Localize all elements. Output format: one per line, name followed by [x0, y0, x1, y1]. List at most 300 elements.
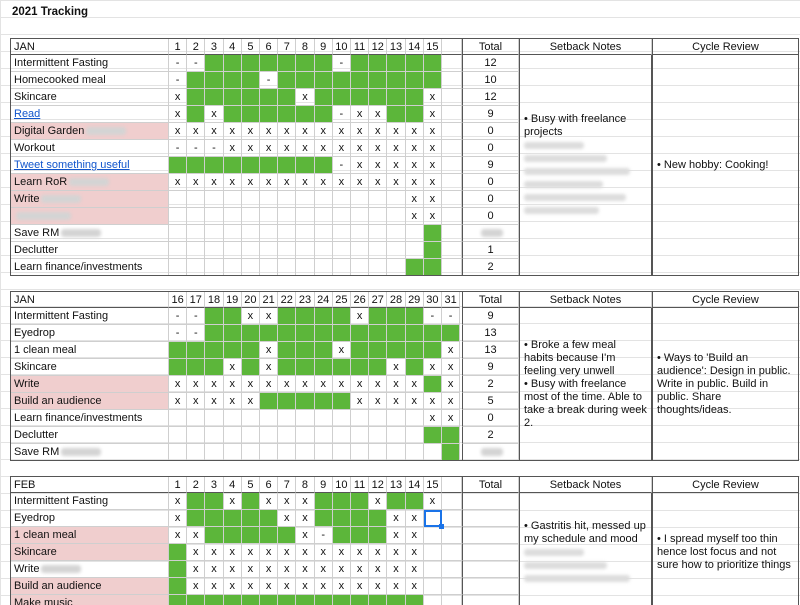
day-cell-mark[interactable]: x: [387, 561, 405, 578]
day-cell[interactable]: [369, 225, 387, 242]
day-cell-done[interactable]: [387, 55, 405, 72]
day-cell-done[interactable]: [387, 72, 405, 89]
total-cell[interactable]: 9: [462, 359, 519, 376]
day-cell-done[interactable]: [296, 72, 314, 89]
day-cell-mark[interactable]: x: [369, 140, 387, 157]
day-cell-mark[interactable]: -: [424, 308, 442, 325]
day-cell-done[interactable]: [424, 342, 442, 359]
day-cell[interactable]: [205, 427, 223, 444]
day-cell-mark[interactable]: x: [315, 174, 333, 191]
day-cell-done[interactable]: [260, 106, 278, 123]
day-cell[interactable]: [169, 242, 187, 259]
day-cell-mark[interactable]: -: [260, 72, 278, 89]
day-cell-mark[interactable]: -: [315, 527, 333, 544]
day-cell-done[interactable]: [351, 72, 369, 89]
day-cell-mark[interactable]: x: [296, 561, 314, 578]
day-cell[interactable]: [224, 225, 242, 242]
day-cell-mark[interactable]: x: [424, 123, 442, 140]
total-cell[interactable]: [462, 595, 519, 605]
day-cell-done[interactable]: [424, 376, 442, 393]
day-cell-done[interactable]: [315, 72, 333, 89]
day-cell-done[interactable]: [187, 72, 205, 89]
day-cell-mark[interactable]: x: [296, 578, 314, 595]
day-cell-done[interactable]: [278, 325, 296, 342]
day-cell-mark[interactable]: x: [242, 174, 260, 191]
day-cell-done[interactable]: [260, 325, 278, 342]
total-cell[interactable]: 0: [462, 123, 519, 140]
day-cell-mark[interactable]: x: [169, 393, 187, 410]
day-cell[interactable]: [296, 427, 314, 444]
task-link[interactable]: [10, 106, 169, 123]
day-cell-mark[interactable]: x: [406, 191, 424, 208]
day-cell[interactable]: [224, 259, 242, 276]
day-cell[interactable]: [260, 444, 278, 461]
day-cell-done[interactable]: [424, 427, 442, 444]
cycle-review[interactable]: [652, 308, 799, 461]
day-cell-mark[interactable]: x: [224, 393, 242, 410]
day-cell-mark[interactable]: x: [278, 561, 296, 578]
day-cell[interactable]: [406, 410, 424, 427]
day-cell-mark[interactable]: -: [205, 140, 223, 157]
day-cell-mark[interactable]: x: [242, 376, 260, 393]
day-cell[interactable]: [169, 225, 187, 242]
day-cell[interactable]: [187, 410, 205, 427]
day-cell-mark[interactable]: x: [278, 140, 296, 157]
day-cell[interactable]: [333, 225, 351, 242]
day-cell-mark[interactable]: x: [296, 527, 314, 544]
day-cell-mark[interactable]: x: [296, 89, 314, 106]
day-cell-done[interactable]: [224, 595, 242, 605]
day-cell[interactable]: [187, 208, 205, 225]
day-cell[interactable]: [187, 225, 205, 242]
day-cell-mark[interactable]: x: [224, 376, 242, 393]
day-cell-mark[interactable]: x: [224, 174, 242, 191]
day-cell-done[interactable]: [315, 493, 333, 510]
day-cell-done[interactable]: [242, 595, 260, 605]
day-cell-mark[interactable]: x: [278, 493, 296, 510]
day-cell-done[interactable]: [224, 510, 242, 527]
day-cell[interactable]: [315, 410, 333, 427]
day-cell-done[interactable]: [187, 89, 205, 106]
day-cell-mark[interactable]: x: [424, 393, 442, 410]
day-cell[interactable]: [424, 527, 442, 544]
day-cell[interactable]: [351, 259, 369, 276]
day-cell-mark[interactable]: x: [406, 561, 424, 578]
day-cell-done[interactable]: [369, 359, 387, 376]
day-cell[interactable]: [224, 208, 242, 225]
day-cell[interactable]: [315, 225, 333, 242]
day-cell-done[interactable]: [169, 157, 187, 174]
day-cell-mark[interactable]: x: [169, 376, 187, 393]
day-cell-done[interactable]: [205, 157, 223, 174]
day-cell-mark[interactable]: x: [224, 359, 242, 376]
day-cell-mark[interactable]: x: [169, 493, 187, 510]
day-cell-done[interactable]: [406, 325, 424, 342]
day-cell-mark[interactable]: -: [333, 106, 351, 123]
day-cell[interactable]: [242, 225, 260, 242]
day-cell-done[interactable]: [169, 561, 187, 578]
day-cell-done[interactable]: [296, 342, 314, 359]
day-cell-mark[interactable]: x: [205, 376, 223, 393]
day-cell-mark[interactable]: x: [278, 174, 296, 191]
day-cell-done[interactable]: [369, 72, 387, 89]
day-cell-done[interactable]: [406, 106, 424, 123]
day-cell-done[interactable]: [296, 55, 314, 72]
day-cell-mark[interactable]: x: [406, 174, 424, 191]
day-cell-mark[interactable]: x: [406, 123, 424, 140]
day-cell-done[interactable]: [242, 359, 260, 376]
day-cell-mark[interactable]: x: [406, 544, 424, 561]
day-cell-mark[interactable]: x: [424, 191, 442, 208]
day-cell-mark[interactable]: x: [351, 561, 369, 578]
total-cell[interactable]: 12: [462, 55, 519, 72]
day-cell-done[interactable]: [187, 359, 205, 376]
day-cell-done[interactable]: [387, 325, 405, 342]
day-cell[interactable]: [387, 444, 405, 461]
day-cell-mark[interactable]: -: [333, 157, 351, 174]
day-cell[interactable]: [205, 259, 223, 276]
day-cell-done[interactable]: [315, 308, 333, 325]
day-cell[interactable]: [224, 242, 242, 259]
day-cell[interactable]: [369, 427, 387, 444]
day-cell-mark[interactable]: x: [205, 393, 223, 410]
day-cell-done[interactable]: [442, 444, 460, 461]
day-cell-mark[interactable]: x: [387, 376, 405, 393]
day-cell[interactable]: [296, 259, 314, 276]
day-cell-done[interactable]: [406, 342, 424, 359]
day-cell-done[interactable]: [369, 308, 387, 325]
day-cell-mark[interactable]: x: [333, 578, 351, 595]
day-cell-mark[interactable]: x: [187, 174, 205, 191]
total-cell[interactable]: [462, 493, 519, 510]
day-cell-done[interactable]: [369, 55, 387, 72]
day-cell-done[interactable]: [406, 493, 424, 510]
day-cell[interactable]: [242, 191, 260, 208]
day-cell-done[interactable]: [296, 359, 314, 376]
day-cell-done[interactable]: [242, 493, 260, 510]
day-cell-mark[interactable]: x: [333, 123, 351, 140]
day-cell[interactable]: [369, 410, 387, 427]
day-cell-mark[interactable]: x: [242, 544, 260, 561]
day-cell[interactable]: [242, 242, 260, 259]
day-cell-mark[interactable]: x: [424, 174, 442, 191]
day-cell-done[interactable]: [387, 89, 405, 106]
day-cell-done[interactable]: [406, 55, 424, 72]
day-cell-done[interactable]: [406, 595, 424, 605]
day-cell[interactable]: [278, 259, 296, 276]
day-cell-mark[interactable]: x: [387, 527, 405, 544]
day-cell-mark[interactable]: x: [187, 123, 205, 140]
day-cell-done[interactable]: [242, 72, 260, 89]
day-cell-done[interactable]: [296, 106, 314, 123]
day-cell-mark[interactable]: x: [278, 544, 296, 561]
day-cell-mark[interactable]: x: [187, 393, 205, 410]
day-cell-mark[interactable]: x: [187, 578, 205, 595]
day-cell-mark[interactable]: x: [205, 123, 223, 140]
day-cell[interactable]: [278, 225, 296, 242]
day-cell-done[interactable]: [205, 359, 223, 376]
total-cell[interactable]: 12: [462, 89, 519, 106]
day-cell-mark[interactable]: x: [406, 510, 424, 527]
day-cell-mark[interactable]: -: [169, 55, 187, 72]
total-cell[interactable]: [462, 444, 519, 461]
day-cell[interactable]: [351, 410, 369, 427]
day-cell-mark[interactable]: -: [169, 140, 187, 157]
day-cell-done[interactable]: [315, 106, 333, 123]
day-cell-done[interactable]: [187, 106, 205, 123]
day-cell-done[interactable]: [369, 325, 387, 342]
day-cell-mark[interactable]: x: [224, 140, 242, 157]
day-cell[interactable]: [224, 427, 242, 444]
day-cell-done[interactable]: [205, 510, 223, 527]
total-cell[interactable]: [462, 510, 519, 527]
day-cell-done[interactable]: [442, 427, 460, 444]
day-cell-done[interactable]: [369, 595, 387, 605]
day-cell-done[interactable]: [278, 527, 296, 544]
day-cell-done[interactable]: [205, 493, 223, 510]
total-cell[interactable]: [462, 578, 519, 595]
day-cell-done[interactable]: [315, 342, 333, 359]
day-cell-done[interactable]: [387, 493, 405, 510]
day-cell-done[interactable]: [296, 595, 314, 605]
day-cell-done[interactable]: [315, 89, 333, 106]
day-cell-mark[interactable]: x: [406, 208, 424, 225]
day-cell-done[interactable]: [242, 55, 260, 72]
day-cell-mark[interactable]: -: [169, 308, 187, 325]
day-cell[interactable]: [387, 225, 405, 242]
day-cell-mark[interactable]: x: [442, 359, 460, 376]
day-cell-mark[interactable]: x: [333, 544, 351, 561]
day-cell-done[interactable]: [406, 72, 424, 89]
day-cell-mark[interactable]: x: [315, 544, 333, 561]
day-cell-mark[interactable]: x: [387, 123, 405, 140]
day-cell-mark[interactable]: x: [424, 106, 442, 123]
day-cell-mark[interactable]: x: [442, 376, 460, 393]
total-cell[interactable]: 2: [462, 376, 519, 393]
day-cell-done[interactable]: [333, 393, 351, 410]
day-cell-done[interactable]: [169, 342, 187, 359]
day-cell[interactable]: [387, 242, 405, 259]
day-cell[interactable]: [260, 242, 278, 259]
day-cell-done[interactable]: [169, 359, 187, 376]
day-cell[interactable]: [369, 208, 387, 225]
day-cell[interactable]: [351, 427, 369, 444]
day-cell-done[interactable]: [278, 342, 296, 359]
day-cell-done[interactable]: [333, 493, 351, 510]
day-cell-mark[interactable]: x: [260, 174, 278, 191]
day-cell[interactable]: [296, 444, 314, 461]
day-cell-mark[interactable]: x: [296, 510, 314, 527]
day-cell-mark[interactable]: x: [278, 123, 296, 140]
day-cell-mark[interactable]: x: [351, 308, 369, 325]
day-cell-done[interactable]: [442, 325, 460, 342]
day-cell-mark[interactable]: -: [169, 325, 187, 342]
day-cell-mark[interactable]: x: [224, 493, 242, 510]
day-cell-done[interactable]: [205, 342, 223, 359]
day-cell-mark[interactable]: x: [242, 561, 260, 578]
day-cell-done[interactable]: [224, 55, 242, 72]
day-cell-mark[interactable]: x: [260, 342, 278, 359]
day-cell[interactable]: [187, 444, 205, 461]
day-cell[interactable]: [187, 191, 205, 208]
cycle-review[interactable]: [652, 55, 799, 276]
day-cell[interactable]: [296, 225, 314, 242]
day-cell[interactable]: [169, 191, 187, 208]
day-cell-mark[interactable]: x: [260, 578, 278, 595]
day-cell-done[interactable]: [242, 342, 260, 359]
day-cell-mark[interactable]: x: [369, 561, 387, 578]
day-cell[interactable]: [424, 595, 442, 605]
day-cell-done[interactable]: [205, 55, 223, 72]
day-cell-mark[interactable]: x: [369, 493, 387, 510]
day-cell-mark[interactable]: x: [424, 89, 442, 106]
day-cell[interactable]: [169, 410, 187, 427]
day-cell-done[interactable]: [387, 308, 405, 325]
day-cell-mark[interactable]: x: [333, 561, 351, 578]
day-cell-done[interactable]: [424, 259, 442, 276]
day-cell-done[interactable]: [424, 225, 442, 242]
day-cell[interactable]: [187, 242, 205, 259]
day-cell[interactable]: [424, 444, 442, 461]
day-cell[interactable]: [387, 427, 405, 444]
day-cell-done[interactable]: [242, 157, 260, 174]
day-cell-mark[interactable]: x: [260, 544, 278, 561]
day-cell-mark[interactable]: x: [315, 376, 333, 393]
total-cell[interactable]: 0: [462, 191, 519, 208]
day-cell-done[interactable]: [242, 106, 260, 123]
day-cell-done[interactable]: [205, 89, 223, 106]
day-cell[interactable]: [387, 191, 405, 208]
day-cell-done[interactable]: [260, 595, 278, 605]
day-cell-mark[interactable]: x: [406, 140, 424, 157]
day-cell-mark[interactable]: x: [169, 510, 187, 527]
day-cell-done[interactable]: [424, 72, 442, 89]
total-cell[interactable]: 9: [462, 308, 519, 325]
day-cell-done[interactable]: [278, 106, 296, 123]
day-cell-done[interactable]: [315, 393, 333, 410]
fill-handle[interactable]: [439, 524, 444, 529]
day-cell-done[interactable]: [187, 157, 205, 174]
day-cell-mark[interactable]: x: [260, 308, 278, 325]
day-cell-done[interactable]: [315, 55, 333, 72]
day-cell-done[interactable]: [351, 325, 369, 342]
day-cell-mark[interactable]: x: [351, 376, 369, 393]
total-cell[interactable]: 0: [462, 140, 519, 157]
day-cell[interactable]: [278, 410, 296, 427]
day-cell-done[interactable]: [242, 527, 260, 544]
day-cell-mark[interactable]: x: [205, 174, 223, 191]
day-cell-mark[interactable]: x: [369, 123, 387, 140]
day-cell-done[interactable]: [333, 527, 351, 544]
day-cell-mark[interactable]: x: [278, 510, 296, 527]
day-cell-mark[interactable]: x: [406, 393, 424, 410]
day-cell[interactable]: [205, 410, 223, 427]
day-cell[interactable]: [278, 208, 296, 225]
day-cell-done[interactable]: [187, 510, 205, 527]
day-cell[interactable]: [187, 259, 205, 276]
day-cell[interactable]: [169, 208, 187, 225]
day-cell-mark[interactable]: x: [278, 578, 296, 595]
day-cell-mark[interactable]: x: [315, 123, 333, 140]
day-cell-mark[interactable]: x: [351, 157, 369, 174]
day-cell-done[interactable]: [387, 106, 405, 123]
day-cell-done[interactable]: [333, 510, 351, 527]
day-cell-done[interactable]: [224, 72, 242, 89]
day-cell-done[interactable]: [205, 527, 223, 544]
day-cell[interactable]: [205, 208, 223, 225]
day-cell-mark[interactable]: x: [406, 157, 424, 174]
day-cell-done[interactable]: [406, 259, 424, 276]
day-cell-mark[interactable]: x: [442, 410, 460, 427]
day-cell-done[interactable]: [169, 544, 187, 561]
day-cell-mark[interactable]: x: [387, 578, 405, 595]
day-cell-done[interactable]: [424, 55, 442, 72]
day-cell[interactable]: [333, 259, 351, 276]
day-cell[interactable]: [351, 191, 369, 208]
day-cell-done[interactable]: [169, 595, 187, 605]
day-cell-done[interactable]: [278, 55, 296, 72]
day-cell-done[interactable]: [333, 308, 351, 325]
day-cell-mark[interactable]: x: [406, 376, 424, 393]
day-cell-mark[interactable]: -: [187, 140, 205, 157]
day-cell[interactable]: [351, 444, 369, 461]
day-cell[interactable]: [387, 259, 405, 276]
day-cell-mark[interactable]: x: [333, 376, 351, 393]
day-cell-mark[interactable]: x: [424, 410, 442, 427]
day-cell-done[interactable]: [351, 527, 369, 544]
day-cell-done[interactable]: [333, 325, 351, 342]
day-cell-done[interactable]: [351, 510, 369, 527]
day-cell-mark[interactable]: x: [387, 157, 405, 174]
day-cell-mark[interactable]: x: [260, 561, 278, 578]
day-cell-done[interactable]: [224, 157, 242, 174]
day-cell-done[interactable]: [205, 308, 223, 325]
day-cell-mark[interactable]: x: [424, 157, 442, 174]
setback-notes[interactable]: [519, 493, 652, 605]
day-cell[interactable]: [387, 208, 405, 225]
day-cell-mark[interactable]: x: [187, 561, 205, 578]
total-cell[interactable]: 9: [462, 157, 519, 174]
day-cell-done[interactable]: [369, 510, 387, 527]
day-cell-mark[interactable]: x: [406, 578, 424, 595]
day-cell[interactable]: [224, 444, 242, 461]
total-cell[interactable]: 5: [462, 393, 519, 410]
day-cell-mark[interactable]: x: [224, 578, 242, 595]
day-cell[interactable]: [315, 242, 333, 259]
day-cell-mark[interactable]: x: [387, 359, 405, 376]
day-cell-mark[interactable]: x: [296, 174, 314, 191]
day-cell-done[interactable]: [187, 493, 205, 510]
day-cell-mark[interactable]: x: [351, 123, 369, 140]
day-cell-done[interactable]: [242, 89, 260, 106]
setback-notes[interactable]: [519, 308, 652, 461]
day-cell-mark[interactable]: x: [387, 544, 405, 561]
day-cell[interactable]: [315, 191, 333, 208]
day-cell-mark[interactable]: x: [351, 393, 369, 410]
day-cell-done[interactable]: [315, 359, 333, 376]
day-cell-done[interactable]: [406, 359, 424, 376]
day-cell-done[interactable]: [387, 342, 405, 359]
day-cell[interactable]: [406, 225, 424, 242]
day-cell[interactable]: [205, 225, 223, 242]
day-cell[interactable]: [187, 427, 205, 444]
day-cell[interactable]: [369, 242, 387, 259]
day-cell-mark[interactable]: x: [424, 140, 442, 157]
day-cell-mark[interactable]: x: [369, 106, 387, 123]
day-cell-mark[interactable]: -: [442, 308, 460, 325]
day-cell-done[interactable]: [169, 578, 187, 595]
day-cell[interactable]: [351, 208, 369, 225]
